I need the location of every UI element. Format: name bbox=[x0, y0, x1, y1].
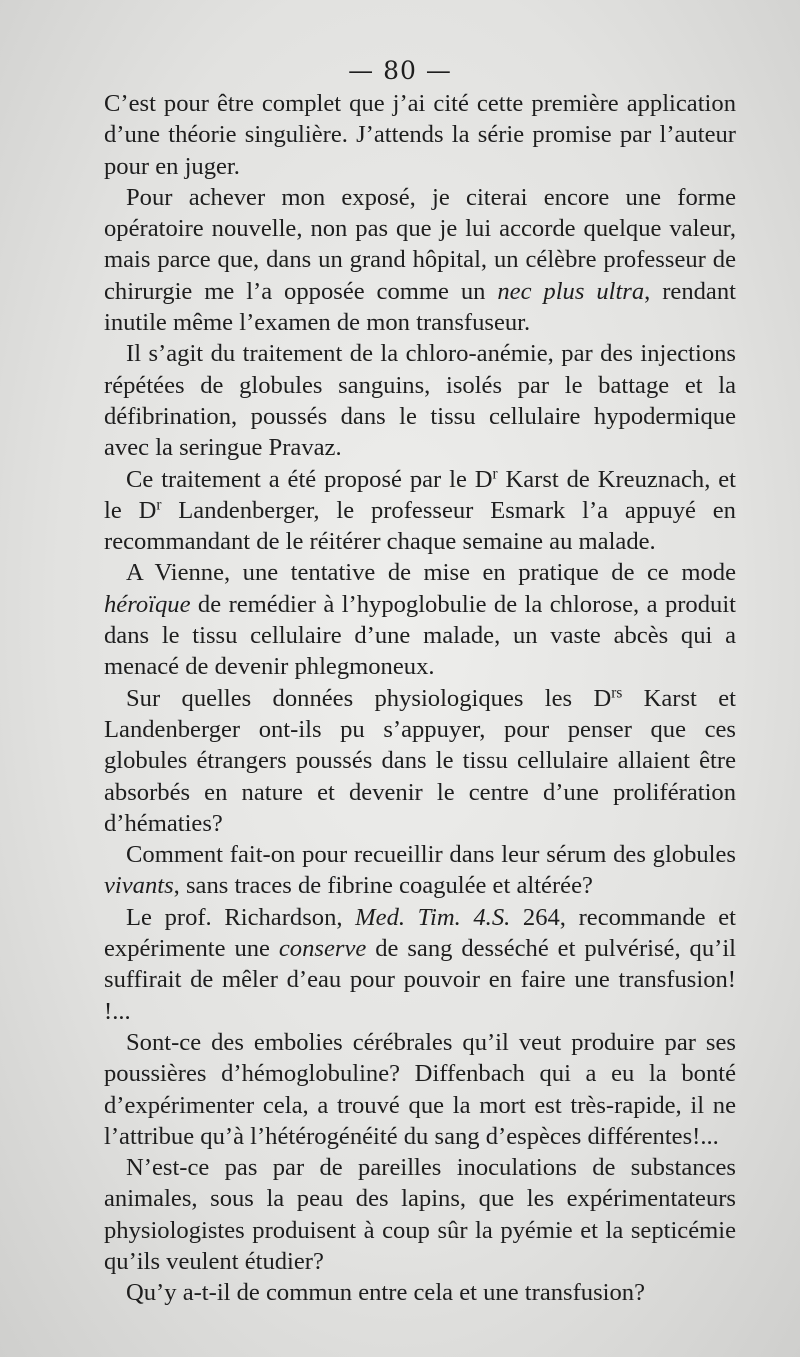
text-run: Sont-ce des embolies cérébrales qu’il veut produire par ses poussières d’hémoglobuline? Diffenbach qui a eu la bonté d’expérimenter cela, a trouvé que la mort est très-rapide, il ne l’attribue qu’à l’hétérogénéité du sang d’espèces différentes!... bbox=[104, 1028, 736, 1150]
text-run: Pour achever mon exposé, je citerai encore une forme opératoire nouvelle, non pas que je lui accorde quelque valeur, mais parce que, dans un grand hôpital, un célèbre professeur de chirurgie me l’a opposée comme un bbox=[104, 183, 736, 305]
text-run: Karst de Kreuznach, et le D bbox=[104, 465, 736, 524]
paragraph bbox=[104, 683, 736, 839]
paragraph bbox=[104, 902, 736, 1027]
text-run: N’est-ce pas par de pareilles inoculations de substances animales, sous la peau des lapins, que les expérimentateurs physiologistes produisent à coup sûr la pyémie et la septicémie qu’ils veulent étudier? bbox=[104, 1154, 736, 1275]
paragraph bbox=[104, 338, 736, 463]
text-run: Landenberger, le professeur Esmark l’a appuyé en recommandant de le réitérer chaque semaine au malade. bbox=[104, 496, 736, 556]
text-run: de sang desséché et pulvérisé, qu’il suffirait de mêler d’eau pour pouvoir en faire une transfusion! !... bbox=[104, 935, 736, 1025]
paragraph bbox=[104, 1027, 736, 1152]
superscript: r bbox=[156, 496, 162, 514]
text-run: A Vienne, une tentative de mise en pratique de ce mode bbox=[126, 559, 736, 587]
italic-text: conserve bbox=[278, 935, 367, 963]
text-run: 264, recommande et expérimente une bbox=[104, 903, 736, 963]
paragraph bbox=[104, 1277, 736, 1308]
text-run: Comment fait-on pour recueillir dans leur sérum des globules bbox=[126, 841, 736, 869]
text-run: de remédier à l’hypoglobulie de la chlorose, a produit dans le tissu cellulaire d’une malade, un vaste abcès qui a menacé de devenir phlegmoneux. bbox=[104, 590, 736, 681]
page-number: — 80 — bbox=[348, 56, 452, 85]
superscript: rs bbox=[611, 684, 623, 702]
italic-text: héroïque bbox=[104, 590, 191, 618]
superscript: r bbox=[492, 465, 498, 483]
text-run: , sans traces de fibrine coagulée et altérée? bbox=[173, 872, 593, 900]
text-run: , rendant inutile même l’examen de mon transfuseur. bbox=[104, 277, 736, 337]
text-run: Karst et Landenberger ont-ils pu s’appuyer, pour penser que ces globules étrangers poussés dans le tissu cellulaire allaient être absorbés en nature et devenir le centre d’une prolifération d’hématies? bbox=[104, 684, 736, 837]
text-run: Ce traitement a été proposé par le D bbox=[126, 465, 493, 493]
paragraph bbox=[104, 839, 736, 902]
italic-text: vivants bbox=[104, 872, 174, 900]
text-run: Sur quelles données physiologiques les D bbox=[126, 684, 612, 712]
body-text bbox=[104, 88, 736, 1309]
italic-text: Med. Tim. 4.S. bbox=[355, 903, 511, 931]
paragraph bbox=[104, 557, 736, 682]
paragraph bbox=[104, 464, 736, 558]
paragraph bbox=[104, 182, 736, 338]
text-run: Il s’agit du traitement de la chloro-anémie, par des injections répétées de globules sanguins, isolés par le battage et la défibrination, poussés dans le tissu cellulaire hypodermique avec la seringue Pravaz. bbox=[104, 340, 736, 462]
text-run: C’est pour être complet que j’ai cité cette première application d’une théorie singulière. J’attends la série promise par l’auteur pour en juger. bbox=[104, 90, 736, 180]
italic-text: nec plus ultra bbox=[497, 277, 645, 305]
paragraph bbox=[104, 1152, 736, 1277]
text-run: Le prof. Richardson, bbox=[126, 903, 356, 931]
text-run: Qu’y a-t-il de commun entre cela et une transfusion? bbox=[126, 1279, 646, 1307]
paragraph bbox=[104, 88, 736, 182]
